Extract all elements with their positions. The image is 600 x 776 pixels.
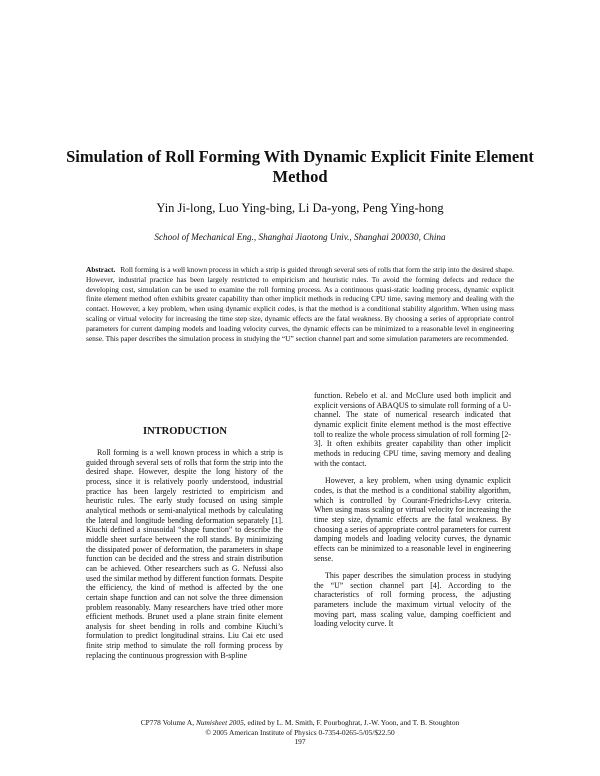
footer-citation-prefix: CP778 Volume A, [140, 718, 195, 727]
paper-title: Simulation of Roll Forming With Dynamic Explicit Finite Element Method [66, 147, 534, 186]
abstract-label: Abstract. [86, 265, 116, 274]
paragraph: function. Rebelo et al. and McClure used both implicit and explicit versions of ABAQUS to simulate roll forming of a U-channel. The state of numerical research indicated that dynamic explicit finite element method is the most effective toll to realize the whole process simulation of roll forming [2-3]. It often exhibits greater capability than other implicit methods in reducing CPU time, saving memory and dealing with the contact. [314, 391, 511, 468]
paragraph: Roll forming is a well known process in which a strip is guided through several sets of rolls that form the strip into the desired shape. However, despite the long history of the process, since it is relatively poorly understood, industrial practice has been largely restricted to empiricism and heuristic rules. The early study focused on using simple analytical methods or semi-analytical methods by calculating the lateral and longitude bending deformation separately [1]. Kiuchi defined a sinusoidal “shape function” to describe the middle sheet surface between the roll stands. By minimizing the dissipated power of deformation, the parameters in shape function can be decided and the stress and strain distribution can be achieved. Other researchers such as G. Nefussi also used the similar method by different function formats. Despite the efficiency, the kind of method is affected by the one certain shape function and can not solve the three dimension problem reasonably. Many researchers have tried other more efficient methods. Brunet used a plane strain finite element analysis for sheet bending in rolls and combine Kiuchi’s formulation to predict longitudinal strains. Liu Cai etc used finite strip method to simulate the roll forming process by replacing the continuous progression with B-spline [86, 448, 283, 660]
paragraph: This paper describes the simulation process in studying the “U” section channel part [4]. According to the characteristics of roll forming process, the adjusting parameters include the maximum virtual velocity of the moving part, mass scaling value, damping coefficient and loading velocity curve. It [314, 571, 511, 629]
footer-copyright: © 2005 American Institute of Physics 0-7354-0265-5/05/$22.50 [205, 727, 395, 737]
paragraph: However, a key problem, when using dynamic explicit codes, is that the method is a conditional stability algorithm, which is controlled by Courant-Friedrichs-Levy criteria. When using mass scaling or virtual velocity for increasing the time step size, dynamic effects are the fatal weakness. By choosing a series of appropriate control parameters for current damping models and loading velocity curves, the dynamic effects can be minimized to a reasonable level in engineering sense. [314, 476, 511, 563]
page-number: 197 [294, 737, 306, 747]
footer-proceedings-name: Numisheet 2005 [195, 718, 244, 727]
abstract [86, 265, 514, 343]
footer-editors: , edited by L. M. Smith, F. Pourboghrat, J.-W. Yoon, and T. B. Stoughton [243, 718, 460, 727]
column-left [86, 448, 283, 668]
section-heading-introduction: INTRODUCTION [142, 426, 227, 437]
authors: Yin Ji-long, Luo Ying-bing, Li Da-yong, Peng Ying-hong [156, 201, 444, 215]
page-footer [60, 718, 540, 747]
footer-citation [60, 718, 540, 728]
affiliation: School of Mechanical Eng., Shanghai Jiaotong Univ., Shanghai 200030, China [154, 232, 446, 242]
column-right [314, 391, 511, 637]
abstract-text: Roll forming is a well known process in which a strip is guided through several sets of rolls that form the strip into the desired shape. However, industrial practice has been largely restricted to empiricism and heuristic rules. To avoid the forming defects and reduce the developing cost, simulation can be used to examine the roll forming process. As a continuous quasi-static loading process, dynamic explicit finite element method often exhibits greater capability than other implicit methods in reducing CPU time, saving memory and dealing with the contact. However, a key problem, when using dynamic explicit codes, is that the method is a conditional stability algorithm. When using mass scaling or virtual velocity for increasing the time step size, dynamic effects are the fatal weakness. By choosing a series of appropriate control parameters for current damping models and loading velocity curves, the dynamic effects can be minimized to a reasonable level in engineering sense. This paper describes the simulation process in studying the “U” section channel part and some simulation parameters are recommended. [86, 265, 514, 343]
